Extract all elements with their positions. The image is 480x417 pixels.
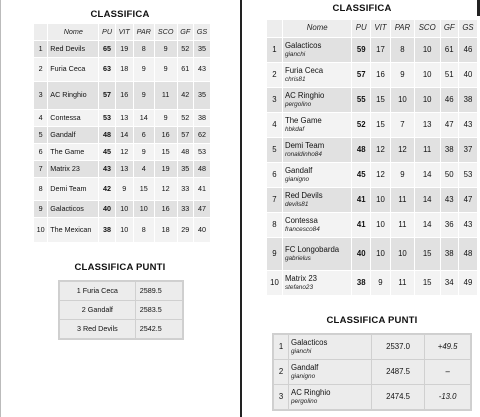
points-row — [60, 282, 182, 300]
table-row — [34, 127, 210, 143]
par-cell: 11 — [391, 213, 414, 237]
gs-cell: 48 — [459, 238, 477, 270]
points-cell: 41 — [352, 213, 369, 237]
par-cell: 9 — [391, 163, 414, 187]
table-row — [34, 201, 210, 217]
points-cell: 40 — [352, 238, 369, 270]
points-team: Galacticos — [291, 337, 328, 347]
par-cell: 6 — [134, 127, 154, 143]
points-team: 2 Gandalf — [60, 301, 135, 319]
points-diff: – — [425, 360, 470, 384]
vit-cell: 19 — [116, 41, 133, 57]
points-cell: 52 — [352, 113, 369, 137]
vit-cell: 9 — [116, 178, 133, 200]
points-team-cell — [289, 335, 371, 359]
points-rank: 1 — [274, 335, 288, 359]
team-name-cell — [48, 161, 98, 177]
rank-cell: 7 — [267, 188, 282, 212]
par-cell: 9 — [391, 63, 414, 87]
points-cell: 63 — [99, 58, 115, 81]
sco-cell: 15 — [155, 144, 177, 160]
team-name-cell — [48, 144, 98, 160]
points-value: 2474.5 — [372, 385, 424, 409]
points-cell: 45 — [352, 163, 369, 187]
column-header — [34, 24, 47, 40]
column-header: VIT — [116, 24, 133, 40]
team-owner: gianchi — [284, 50, 306, 58]
gf-cell: 42 — [178, 82, 193, 109]
vit-cell: 9 — [371, 271, 390, 295]
table-header-row — [34, 24, 210, 40]
table-row — [34, 161, 210, 177]
gs-cell: 48 — [194, 161, 210, 177]
team-name: The Mexican — [50, 224, 92, 234]
sco-cell: 9 — [155, 58, 177, 81]
sco-cell: 16 — [155, 201, 177, 217]
par-cell: 10 — [134, 201, 154, 217]
points-cell: 57 — [99, 82, 115, 109]
rank-cell: 6 — [267, 163, 282, 187]
gs-cell: 40 — [459, 63, 477, 87]
team-owner: francesco84 — [284, 225, 320, 233]
team-name-cell — [48, 218, 98, 242]
sco-cell: 10 — [415, 38, 440, 62]
rank-cell: 5 — [34, 127, 47, 143]
vit-cell: 18 — [116, 58, 133, 81]
rank-cell: 9 — [267, 238, 282, 270]
points-team: Gandalf — [291, 362, 319, 372]
rank-cell: 6 — [34, 144, 47, 160]
gf-cell: 43 — [441, 188, 458, 212]
gs-cell: 43 — [459, 213, 477, 237]
vit-cell: 13 — [116, 161, 133, 177]
gf-cell: 36 — [441, 213, 458, 237]
sco-cell: 11 — [415, 138, 440, 162]
points-cell: 57 — [352, 63, 369, 87]
sco-cell: 9 — [155, 41, 177, 57]
vit-cell: 10 — [371, 213, 390, 237]
gf-cell: 57 — [178, 127, 193, 143]
team-name-cell — [48, 41, 98, 57]
sco-cell: 14 — [415, 163, 440, 187]
team-name-cell — [283, 163, 352, 187]
table-row — [267, 188, 477, 212]
points-team: AC Ringhio — [291, 387, 331, 397]
gs-cell: 40 — [194, 218, 210, 242]
column-header: PU — [352, 20, 369, 37]
team-name-cell — [48, 110, 98, 126]
team-owner: hbkdaf — [284, 125, 305, 133]
points-row — [60, 320, 182, 338]
rank-cell: 8 — [34, 178, 47, 200]
gf-cell: 34 — [441, 271, 458, 295]
gs-cell: 47 — [194, 201, 210, 217]
sco-cell: 11 — [155, 82, 177, 109]
points-value: 2542.5 — [136, 320, 182, 338]
gs-cell: 62 — [194, 127, 210, 143]
rank-cell: 4 — [267, 113, 282, 137]
table-row — [267, 238, 477, 270]
table-row — [267, 88, 477, 112]
team-owner: pergolino — [284, 100, 312, 108]
points-cell: 38 — [99, 218, 115, 242]
team-name-cell — [48, 82, 98, 109]
left-points-table — [58, 280, 184, 340]
sco-cell: 10 — [415, 88, 440, 112]
points-owner: pergolino — [291, 397, 318, 405]
points-diff: -13.0 — [425, 385, 470, 409]
table-row — [34, 178, 210, 200]
points-team: 1 Furia Ceca — [60, 282, 135, 300]
par-cell: 7 — [391, 113, 414, 137]
vit-cell: 10 — [116, 201, 133, 217]
team-name-cell — [283, 113, 352, 137]
team-name: Gandalf — [284, 165, 313, 175]
gs-cell: 53 — [194, 144, 210, 160]
team-name-cell — [48, 127, 98, 143]
gs-cell: 35 — [194, 41, 210, 57]
points-cell: 48 — [99, 127, 115, 143]
points-owner: gianigno — [291, 372, 316, 380]
points-cell: 38 — [352, 271, 369, 295]
gf-cell: 47 — [441, 113, 458, 137]
team-name: The Game — [284, 115, 322, 125]
table-row — [267, 113, 477, 137]
vit-cell: 10 — [116, 218, 133, 242]
gf-cell: 38 — [441, 138, 458, 162]
gf-cell: 51 — [441, 63, 458, 87]
sco-cell: 9 — [155, 110, 177, 126]
points-row — [274, 360, 470, 384]
left-classifica-title: CLASSIFICA — [90, 9, 150, 20]
right-classifica-punti-title: CLASSIFICA PUNTI — [326, 315, 418, 326]
team-name: AC Ringhio — [284, 90, 325, 100]
team-owner: ronaldinho84 — [284, 150, 322, 158]
team-name: Gandalf — [50, 129, 76, 139]
team-name: Contessa — [50, 112, 81, 122]
gs-cell: 41 — [194, 178, 210, 200]
points-cell: 53 — [99, 110, 115, 126]
gf-cell: 33 — [178, 178, 193, 200]
column-header: PAR — [391, 20, 414, 37]
rank-cell: 4 — [34, 110, 47, 126]
points-row — [60, 301, 182, 319]
vit-cell: 15 — [371, 113, 390, 137]
points-diff: +49.5 — [425, 335, 470, 359]
team-name: Furia Ceca — [284, 65, 324, 75]
table-row — [34, 144, 210, 160]
gs-cell: 35 — [194, 82, 210, 109]
par-cell: 8 — [134, 218, 154, 242]
gf-cell: 35 — [178, 161, 193, 177]
vit-cell: 10 — [371, 188, 390, 212]
vit-cell: 14 — [116, 127, 133, 143]
sco-cell: 19 — [155, 161, 177, 177]
column-header — [267, 20, 282, 37]
rank-cell: 10 — [267, 271, 282, 295]
table-row — [267, 163, 477, 187]
points-cell: 43 — [99, 161, 115, 177]
gs-cell: 53 — [459, 163, 477, 187]
column-header: GS — [459, 20, 477, 37]
vit-cell: 17 — [371, 38, 390, 62]
column-header: PAR — [134, 24, 154, 40]
table-row — [34, 110, 210, 126]
team-name: Matrix 23 — [284, 273, 318, 283]
table-row — [267, 138, 477, 162]
team-name: Contessa — [284, 215, 318, 225]
team-name-cell — [283, 88, 352, 112]
gs-cell: 37 — [459, 138, 477, 162]
team-owner: devils81 — [284, 200, 309, 208]
table-row — [267, 38, 477, 62]
sco-cell: 10 — [415, 63, 440, 87]
rank-cell: 3 — [34, 82, 47, 109]
team-name: Matrix 23 — [50, 163, 80, 173]
gf-cell: 38 — [441, 238, 458, 270]
right-points-table — [272, 333, 472, 411]
points-value: 2589.5 — [136, 282, 182, 300]
points-row — [274, 335, 470, 359]
team-name-cell — [283, 238, 352, 270]
points-cell: 48 — [352, 138, 369, 162]
gs-cell: 43 — [459, 113, 477, 137]
sco-cell: 12 — [155, 178, 177, 200]
table-row — [34, 82, 210, 109]
team-name-cell — [283, 271, 352, 295]
rank-cell: 1 — [267, 38, 282, 62]
gf-cell: 48 — [178, 144, 193, 160]
gs-cell: 49 — [459, 271, 477, 295]
rank-cell: 7 — [34, 161, 47, 177]
team-name: Red Devils — [50, 43, 86, 53]
points-team-cell — [289, 385, 371, 409]
par-cell: 12 — [391, 138, 414, 162]
team-owner: chris81 — [284, 75, 306, 83]
rank-cell: 10 — [34, 218, 47, 242]
vit-cell: 12 — [371, 163, 390, 187]
points-rank: 3 — [274, 385, 288, 409]
gs-cell: 43 — [194, 58, 210, 81]
team-name: Demi Team — [50, 183, 87, 193]
gf-cell: 29 — [178, 218, 193, 242]
points-cell: 45 — [99, 144, 115, 160]
team-name-cell — [48, 201, 98, 217]
team-name: FC Longobarda — [284, 244, 340, 254]
gs-cell: 38 — [459, 88, 477, 112]
table-row — [267, 213, 477, 237]
gf-cell: 46 — [441, 88, 458, 112]
table-row — [267, 271, 477, 295]
par-cell: 15 — [134, 178, 154, 200]
column-header: SCO — [155, 24, 177, 40]
team-name: The Game — [50, 146, 85, 156]
gs-cell: 47 — [459, 188, 477, 212]
points-cell: 59 — [352, 38, 369, 62]
points-value: 2537.0 — [372, 335, 424, 359]
column-header: Nome — [283, 20, 352, 37]
par-cell: 10 — [391, 238, 414, 270]
table-row — [267, 63, 477, 87]
rank-cell: 9 — [34, 201, 47, 217]
points-team-cell — [289, 360, 371, 384]
points-owner: gianchi — [291, 347, 312, 355]
gf-cell: 50 — [441, 163, 458, 187]
team-owner: gabrielus — [284, 254, 311, 262]
sco-cell: 14 — [415, 213, 440, 237]
column-header: GF — [441, 20, 458, 37]
table-row — [34, 58, 210, 81]
table-header-row — [267, 20, 477, 37]
points-cell: 65 — [99, 41, 115, 57]
column-header: SCO — [415, 20, 440, 37]
team-name-cell — [48, 178, 98, 200]
team-name: AC Ringhio — [50, 90, 87, 100]
column-header: PU — [99, 24, 115, 40]
vit-cell: 16 — [371, 63, 390, 87]
par-cell: 9 — [134, 82, 154, 109]
sco-cell: 18 — [155, 218, 177, 242]
vit-cell: 10 — [371, 238, 390, 270]
rank-cell: 8 — [267, 213, 282, 237]
sco-cell: 13 — [415, 113, 440, 137]
points-cell: 55 — [352, 88, 369, 112]
column-header: GS — [194, 24, 210, 40]
points-value: 2487.5 — [372, 360, 424, 384]
gf-cell: 33 — [178, 201, 193, 217]
left-standings-panel — [0, 0, 238, 417]
team-name: Galacticos — [284, 40, 322, 50]
gf-cell: 61 — [178, 58, 193, 81]
column-header: VIT — [371, 20, 390, 37]
team-owner: gianigno — [284, 175, 310, 183]
team-name: Demi Team — [284, 140, 325, 150]
par-cell: 9 — [134, 58, 154, 81]
points-row — [274, 385, 470, 409]
sco-cell: 15 — [415, 238, 440, 270]
team-name-cell — [283, 138, 352, 162]
team-name-cell — [48, 58, 98, 81]
rank-cell: 2 — [34, 58, 47, 81]
right-classifica-title: CLASSIFICA — [332, 3, 392, 14]
vit-cell: 13 — [116, 110, 133, 126]
par-cell: 11 — [391, 188, 414, 212]
gs-cell: 38 — [194, 110, 210, 126]
par-cell: 8 — [134, 41, 154, 57]
par-cell: 14 — [134, 110, 154, 126]
points-team: 3 Red Devils — [60, 320, 135, 338]
team-name: Red Devils — [284, 190, 323, 200]
right-standings-table — [266, 19, 478, 296]
vit-cell: 12 — [116, 144, 133, 160]
table-row — [34, 218, 210, 242]
points-rank: 2 — [274, 360, 288, 384]
team-name: Furia Ceca — [50, 64, 86, 74]
par-cell: 11 — [391, 271, 414, 295]
vit-cell: 12 — [371, 138, 390, 162]
vit-cell: 15 — [371, 88, 390, 112]
team-owner: stefano23 — [284, 283, 314, 291]
par-cell: 9 — [134, 144, 154, 160]
vit-cell: 16 — [116, 82, 133, 109]
column-header: Nome — [48, 24, 98, 40]
points-cell: 41 — [352, 188, 369, 212]
gs-cell: 46 — [459, 38, 477, 62]
rank-cell: 2 — [267, 63, 282, 87]
team-name-cell — [283, 38, 352, 62]
sco-cell: 15 — [415, 271, 440, 295]
gf-cell: 52 — [178, 41, 193, 57]
table-row — [34, 41, 210, 57]
par-cell: 4 — [134, 161, 154, 177]
points-value: 2583.5 — [136, 301, 182, 319]
gf-cell: 61 — [441, 38, 458, 62]
points-cell: 40 — [99, 201, 115, 217]
rank-cell: 1 — [34, 41, 47, 57]
team-name: Galacticos — [50, 203, 84, 213]
rank-cell: 3 — [267, 88, 282, 112]
team-name-cell — [283, 63, 352, 87]
gf-cell: 52 — [178, 110, 193, 126]
column-header: GF — [178, 24, 193, 40]
sco-cell: 16 — [155, 127, 177, 143]
team-name-cell — [283, 188, 352, 212]
team-name-cell — [283, 213, 352, 237]
left-standings-table — [33, 23, 211, 243]
left-classifica-punti-title: CLASSIFICA PUNTI — [74, 262, 166, 273]
points-cell: 42 — [99, 178, 115, 200]
sco-cell: 14 — [415, 188, 440, 212]
rank-cell: 5 — [267, 138, 282, 162]
par-cell: 10 — [391, 88, 414, 112]
par-cell: 8 — [391, 38, 414, 62]
